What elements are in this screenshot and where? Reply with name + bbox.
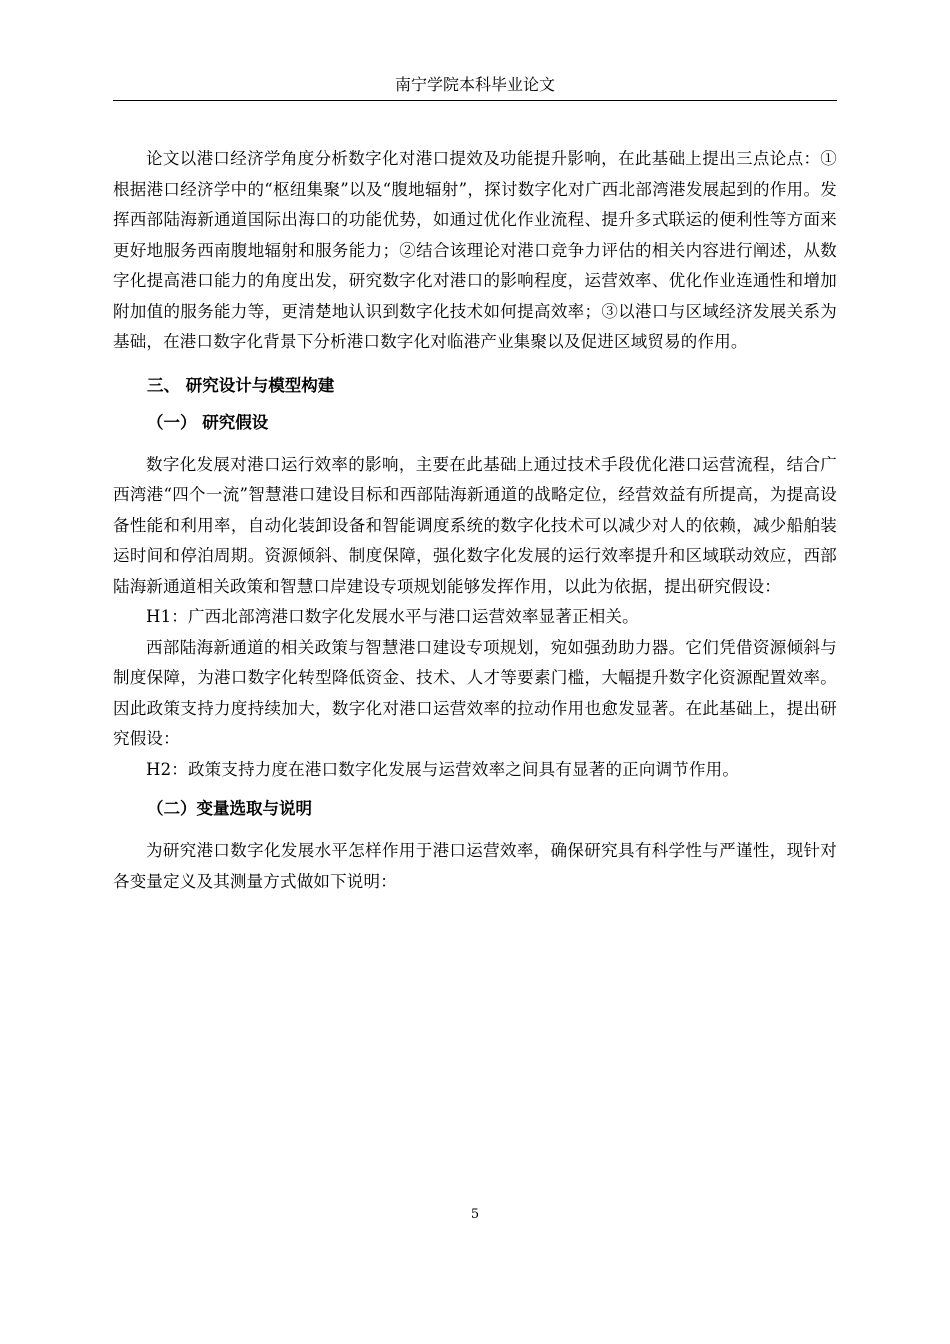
subsection-heading-hypotheses: （一） 研究假设 [147, 412, 269, 432]
paragraph-hypothesis-rationale: 数字化发展对港口运行效率的影响，主要在此基础上通过技术手段优化港口运营流程，结合广西湾港“四个一流”智慧港口建设目标和西部陆海新通道的战略定位，经营效益有所提高，为提高设备性能和利用率，自动化装卸设备和智能调度系统的数字化技术可以减少对人的依赖，减少船舶装运时间和停泊周期。资源倾斜、制度保障，强化数字化发展的运行效率提升和区域联动效应，西部陆海新通道相关政策和智慧口岸建设专项规划能够发挥作用，以此为依据，提出研究假设： [113, 454, 837, 596]
header-divider [113, 100, 837, 101]
page-number: 5 [470, 1207, 480, 1222]
hypothesis-h2: H2：政策支持力度在港口数字化发展与运营效率之间具有显著的正向调节作用。 [146, 759, 740, 779]
subsection-heading-variables: （二）变量选取与说明 [147, 799, 312, 818]
hypothesis-h1: H1：广西北部湾港口数字化发展水平与港口运营效率显著正相关。 [146, 607, 639, 626]
running-header: 南宁学院本科毕业论文 [394, 75, 555, 94]
document-body [113, 144, 837, 897]
section-heading-research-design: 三、 研究设计与模型构建 [147, 375, 335, 395]
paragraph-policy-support: 西部陆海新通道的相关政策与智慧港口建设专项规划，宛如强劲助力器。它们凭借资源倾斜与制度保障，为港口数字化转型降低资金、技术、人才等要素门槛，大幅提升数字化资源配置效率。因此政策支持力度持续加大，数字化对港口运营效率的拉动作用也愈发显著。在此基础上，提出研究假设： [113, 637, 837, 748]
paragraph-arguments: 论文以港口经济学角度分析数字化对港口提效及功能提升影响，在此基础上提出三点论点：①根据港口经济学中的“枢纽集聚”以及“腹地辐射”，探讨数字化对广西北部湾港发展起到的作用。发挥西部陆海新通道国际出海口的功能优势，如通过优化作业流程、提升多式联运的便利性等方面来更好地服务西南腹地辐射和服务能力；②结合该理论对港口竞争力评估的相关内容进行阐述，从数字化提高港口能力的角度出发，研究数字化对港口的影响程度，运营效率、优化作业连通性和增加附加值的服务能力等，更清楚地认识到数字化技术如何提高效率；③以港口与区域经济发展关系为基础，在港口数字化背景下分析港口数字化对临港产业集聚以及促进区域贸易的作用。 [113, 149, 837, 351]
paragraph-variables-intro: 为研究港口数字化发展水平怎样作用于港口运营效率，确保研究具有科学性与严谨性，现针对各变量定义及其测量方式做如下说明： [113, 841, 837, 891]
